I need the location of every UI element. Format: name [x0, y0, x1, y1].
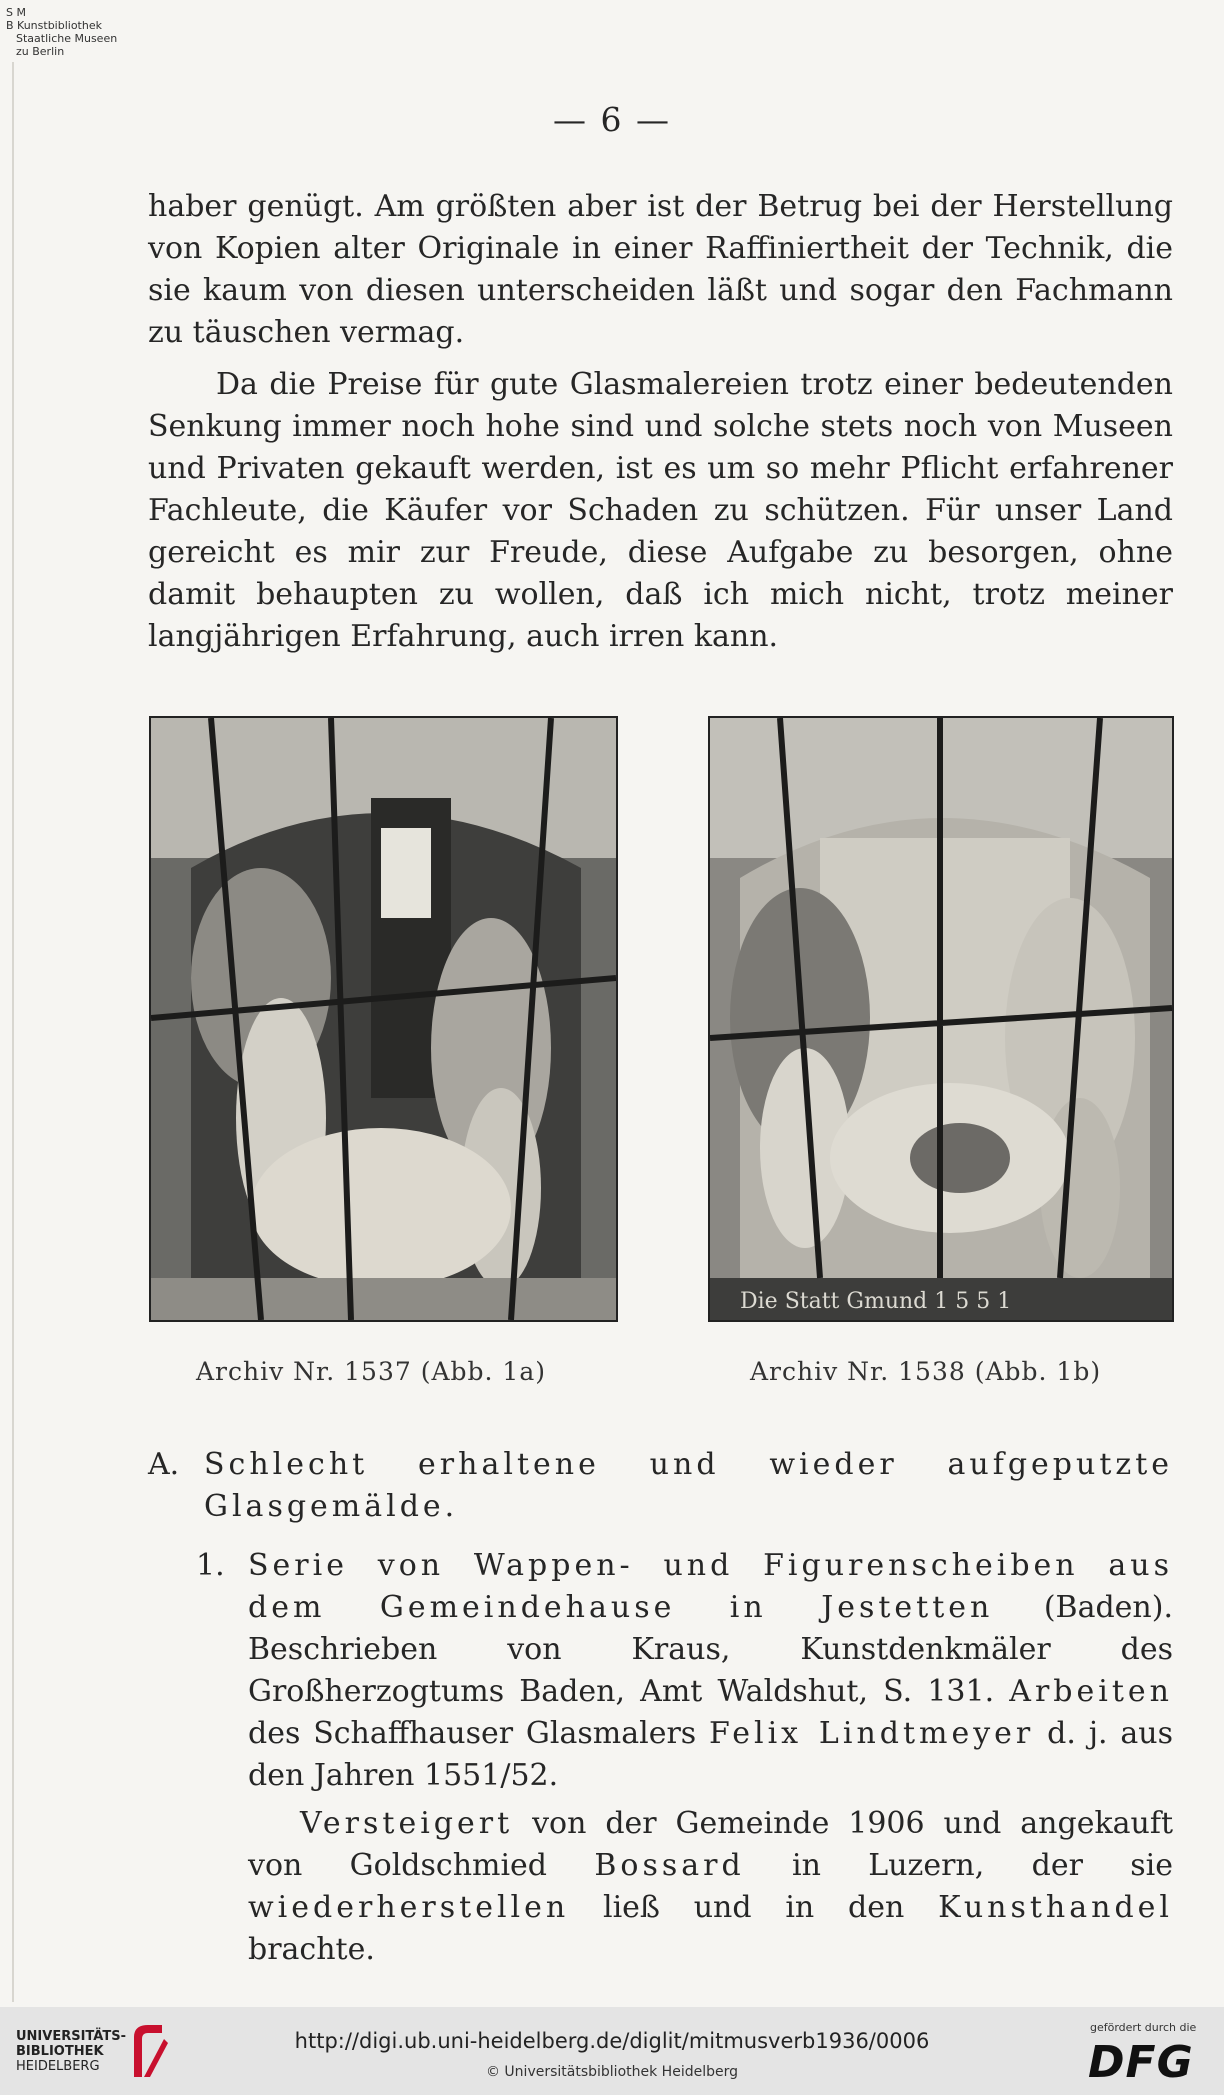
list-item-1: [196, 1545, 1173, 1971]
library-name-line: BIBLIOTHEK: [16, 2044, 104, 2059]
stained-glass-image-1b: [710, 718, 1172, 1320]
figure-caption-1b: Archiv Nr. 1538 (Abb. 1b): [750, 1357, 1102, 1386]
stamp-line: S M: [6, 6, 26, 19]
footer-bar: [0, 2007, 1224, 2095]
text: brachte.: [248, 1932, 375, 1967]
figure-caption-1a: Archiv Nr. 1537 (Abb. 1a): [196, 1357, 546, 1386]
item-paragraph: [248, 1803, 1173, 1971]
library-stamp: [6, 6, 117, 58]
spaced-text: Kunsthandel: [938, 1890, 1173, 1925]
paragraph: haber genügt. Am größten aber ist der Betrug bei der Herstellung von Kopien alter Originale in einer Raffiniertheit der Technik, die sie kaum von diesen unterscheiden läßt und sogar den Fachmann zu täuschen vermag.: [148, 189, 1173, 350]
document-url-link[interactable]: http://digi.ub.uni-heidelberg.de/diglit/mitmusverb1936/0006: [294, 2029, 930, 2053]
text: (Baden). Beschrieben von Kraus, Kunstdenkmäler des Großherzogtums Baden, Amt Waldshut, S. 131.: [248, 1590, 1173, 1709]
text: in Luzern, der sie: [744, 1848, 1174, 1883]
page-edge-rule: [12, 62, 14, 2002]
library-name-line: HEIDELBERG: [16, 2059, 100, 2074]
stained-glass-figure-1a: [149, 716, 618, 1322]
stained-glass-figure-1b: [708, 716, 1174, 1322]
glass-inscription: Die Statt Gmund 1 5 5 1: [740, 1289, 1012, 1314]
stamp-line: zu Berlin: [16, 45, 65, 58]
spaced-text: Felix Lindtmeyer: [709, 1716, 1035, 1751]
stamp-line: B Kunstbibliothek: [6, 19, 102, 32]
text: des Schaffhauser Glasmalers: [248, 1716, 710, 1751]
spaced-text: Arbeiten: [1009, 1674, 1173, 1709]
spaced-text: Serie von Wappen- und Figurenscheiben aus dem Gemeindehause in Jestetten: [248, 1548, 1173, 1625]
text: ließ und in den: [569, 1890, 939, 1925]
copyright-notice: © Universitätsbibliothek Heidelberg: [485, 2064, 738, 2080]
text: d. j. aus den Jahren 1551/52.: [248, 1716, 1173, 1793]
page-number: — 6 —: [553, 100, 671, 139]
stamp-line: Staatliche Museen: [16, 32, 118, 45]
stained-glass-image-1a: [151, 718, 616, 1320]
section-a: [148, 1444, 1173, 1528]
section-label: A.: [148, 1447, 180, 1482]
intro-text: [148, 186, 1173, 658]
item-label: 1.: [196, 1548, 225, 1583]
dfg-logo: DFG: [1088, 2037, 1194, 2088]
paragraph: Da die Preise für gute Glasmalereien trotz einer bedeutenden Senkung immer noch hohe sind und solche stets noch von Museen und Privaten gekauft werden, ist es um so mehr Pflicht erfahrener Fachleute, die Käufer vor Schaden zu schützen. Für unser Land gereicht es mir zur Freude, diese Aufgabe zu besorgen, ohne damit behaupten zu wollen, daß ich mich nicht, trotz meiner langjährigen Erfahrung, auch irren kann.: [148, 367, 1173, 654]
spaced-text: Versteigert: [300, 1806, 514, 1841]
text: von der Gemeinde 1906 und angekauft von Goldschmied: [248, 1806, 1173, 1883]
library-name-line: UNIVERSITÄTS-: [16, 2029, 126, 2044]
spaced-text: wiederherstellen: [248, 1890, 570, 1925]
funding-note: gefördert durch die: [1090, 2021, 1197, 2034]
section-heading: Schlecht erhaltene und wieder aufgeputzte Glasgemälde.: [204, 1447, 1173, 1524]
spaced-text: Bossard: [594, 1848, 745, 1883]
item-paragraph: [248, 1545, 1173, 1797]
